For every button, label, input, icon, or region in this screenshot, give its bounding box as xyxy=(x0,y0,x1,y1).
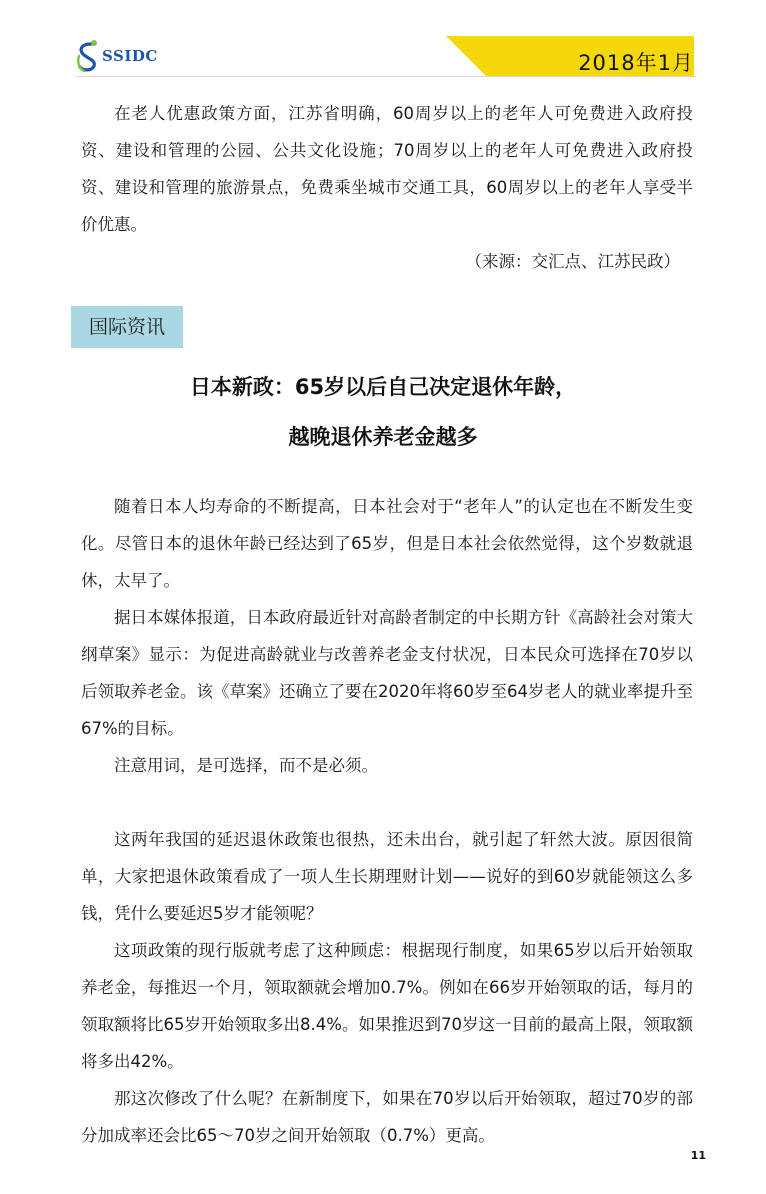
page-header xyxy=(0,0,766,80)
issue-date: 2018年1月 xyxy=(578,51,694,75)
logo-text: SSIDC xyxy=(102,47,158,65)
logo xyxy=(76,36,158,76)
section-tag: 国际资讯 xyxy=(71,306,183,348)
body-paragraph: 据日本媒体报道，日本政府最近针对高龄者制定的中长期方针《高龄社会对策大纲草案》显示：为促进高龄就业与改善养老金支付状况，日本民众可选择在70岁以后领取养老金。该《草案》还确立了要在2020年将60岁至64岁老人的就业率提升至67%的目标。 xyxy=(81,608,693,738)
body-paragraph: 这两年我国的延迟退休政策也很热，还未出台，就引起了轩然大波。原因很简单，大家把退休政策看成了一项人生长期理财计划——说好的到60岁就能领这么多钱，凭什么要延迟5岁才能领呢？ xyxy=(81,830,693,923)
body-paragraph: 这项政策的现行版就考虑了这种顾虑：根据现行制度，如果65岁以后开始领取养老金，每推迟一个月，领取额就会增加0.7%。例如在66岁开始领取的话，每月的领取额将比65岁开始领取多出8.4%。如果推迟到70岁这一目前的最高上限，领取额将多出42%。 xyxy=(81,941,693,1071)
article-title-line-1: 日本新政：65岁以后自己决定退休年龄， xyxy=(189,375,577,399)
page-number: 11 xyxy=(690,1149,706,1162)
intro-block xyxy=(81,95,693,243)
body-paragraph: 随着日本人均寿命的不断提高，日本社会对于“老年人”的认定也在不断发生变化。尽管日本的退休年龄已经达到了65岁，但是日本社会依然觉得，这个岁数就退休，太早了。 xyxy=(81,497,693,590)
article-title-line-2: 越晚退休养老金越多 xyxy=(288,425,478,449)
body-paragraph: 那这次修改了什么呢？在新制度下，如果在70岁以后开始领取，超过70岁的部分加成率还会比65～70岁之间开始领取（0.7%）更高。 xyxy=(81,1089,693,1145)
intro-paragraph: 在老人优惠政策方面，江苏省明确，60周岁以上的老年人可免费进入政府投资、建设和管理的公园、公共文化设施；70周岁以上的老年人可免费进入政府投资、建设和管理的旅游景点，免费乘坐城市交通工具，60周岁以上的老年人享受半价优惠。 xyxy=(81,104,693,234)
body-paragraph: 注意用词，是可选择，而不是必须。 xyxy=(114,756,378,775)
source-note: （来源：交汇点、江苏民政） xyxy=(465,252,680,271)
article-body-part-2 xyxy=(81,821,693,1154)
article-body-part-1 xyxy=(81,488,693,784)
ssidc-logo-icon xyxy=(76,38,100,74)
